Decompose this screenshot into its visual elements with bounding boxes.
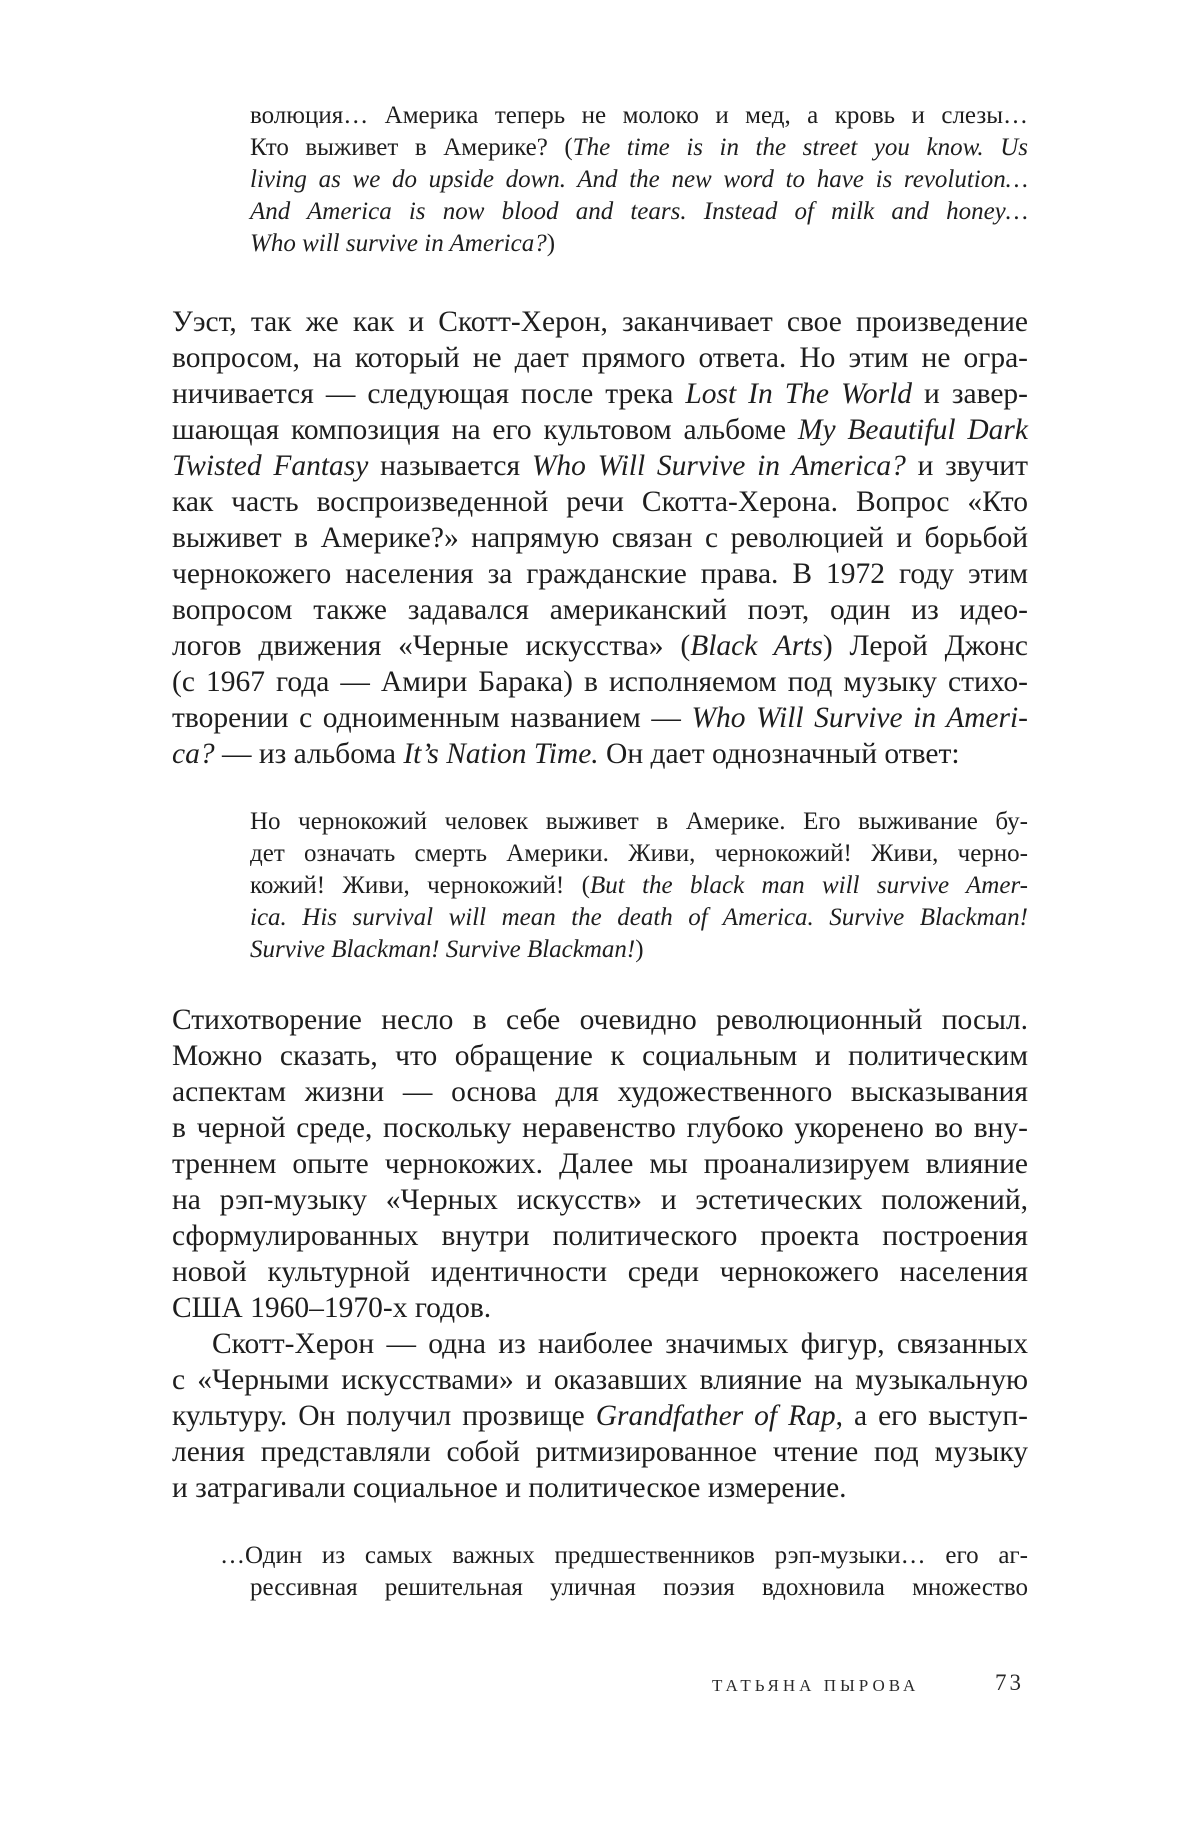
text-line: как часть воспроизведенной речи Скотта-Херона. Вопрос «Кто — [172, 486, 1028, 518]
text-line: вопросом, на который не дает прямого ответа. Но этим не огра- — [172, 342, 1028, 374]
quote-line: Но чернокожий человек выживет в Америке. Его выживание бу- — [250, 808, 1028, 835]
text-line: чернокожего населения за гражданские права. В 1972 году этим — [172, 558, 1028, 590]
quote-line: Кто выживет в Америке? (The time is in the street you know. Us — [250, 134, 1028, 161]
text-line: Скотт-Херон — одна из наиболее значимых фигур, связанных — [212, 1328, 1028, 1360]
quote-line: Who will survive in America?) — [250, 230, 556, 257]
quote-line: дет означать смерть Америки. Живи, чернокожий! Живи, черно- — [250, 840, 1028, 867]
text-line: ничивается — следующая после трека Lost In The World и завер- — [172, 378, 1028, 410]
text-line: культуру. Он получил прозвище Grandfather of Rap, а его выступ- — [172, 1400, 1028, 1432]
quote-line: волюция… Америка теперь не молоко и мед, а кровь и слезы… — [250, 102, 1028, 129]
text-line: ca? — из альбома It’s Nation Time. Он дает однозначный ответ: — [172, 738, 960, 770]
text-line: аспектам жизни — основа для художественного высказывания — [172, 1076, 1028, 1108]
text-line: Можно сказать, что обращение к социальным и политическим — [172, 1040, 1028, 1072]
text-line: на рэп-музыку «Черных искусств» и эстетических положений, — [172, 1184, 1028, 1216]
quote-line: And America is now blood and tears. Instead of milk and honey… — [250, 198, 1028, 225]
text-line: Уэст, так же как и Скотт-Херон, заканчивает свое произведение — [172, 306, 1028, 338]
quote-line: Survive Blackman! Survive Blackman!) — [250, 936, 644, 963]
page-number: 73 — [995, 1670, 1024, 1695]
text-line: творении с одноименным названием — Who Will Survive in Ameri- — [172, 702, 1028, 734]
quote-line: living as we do upside down. And the new word to have is revolution… — [250, 166, 1028, 193]
text-line: США 1960–1970-х годов. — [172, 1292, 492, 1324]
text-line: выживет в Америке?» напрямую связан с революцией и борьбой — [172, 522, 1028, 554]
text-line: и затрагивали социальное и политическое измерение. — [172, 1472, 847, 1504]
text-line: (с 1967 года — Амири Барака) в исполняемом под музыку стихо- — [172, 666, 1028, 698]
text-line: сформулированных внутри политического проекта построения — [172, 1220, 1028, 1252]
text-line: Стихотворение несло в себе очевидно революционный посыл. — [172, 1004, 1028, 1036]
quote-line: кожий! Живи, чернокожий! (But the black man will survive Amer- — [250, 872, 1028, 899]
text-line: ления представляли собой ритмизированное чтение под музыку — [172, 1436, 1028, 1468]
text-line: логов движения «Черные искусства» (Black Arts) Лерой Джонс — [172, 630, 1028, 662]
text-line: треннем опыте чернокожих. Далее мы проанализируем влияние — [172, 1148, 1028, 1180]
text-line: шающая композиция на его культовом альбоме My Beautiful Dark — [172, 414, 1028, 446]
quote-line: рессивная решительная уличная поэзия вдохновила множество — [250, 1574, 1028, 1601]
text-line: с «Черными искусствами» и оказавших влияние на музыкальную — [172, 1364, 1028, 1396]
text-line: новой культурной идентичности среди чернокожего населения — [172, 1256, 1028, 1288]
quote-line: …Один из самых важных предшественников рэп-музыки… его аг- — [220, 1542, 1028, 1569]
quote-line: ica. His survival will mean the death of America. Survive Blackman! — [250, 904, 1028, 931]
running-footer-author: ТАТЬЯНА ПЫРОВА — [712, 1676, 920, 1695]
text-line: в черной среде, поскольку неравенство глубоко укоренено во вну- — [172, 1112, 1028, 1144]
text-line: Twisted Fantasy называется Who Will Survive in America? и звучит — [172, 450, 1028, 482]
text-line: вопросом также задавался американский поэт, один из идео- — [172, 594, 1028, 626]
